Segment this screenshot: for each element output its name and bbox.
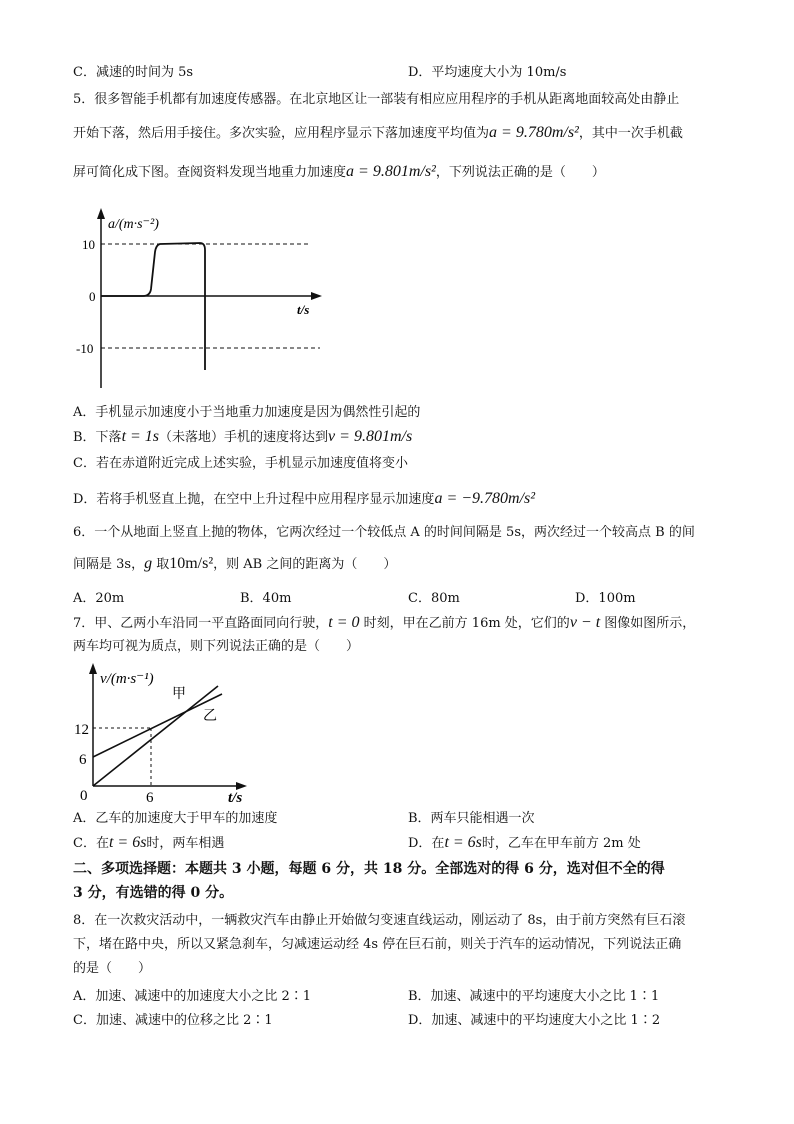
v-graph-x-arrow	[236, 782, 247, 790]
v-graph-y-arrow	[89, 663, 97, 674]
q7-stem-line2: 两车均可视为质点，则下列说法正确的是（ ）	[73, 639, 360, 654]
v-graph-y-label: v/(m·s⁻¹)	[100, 671, 154, 687]
q8-option-c: C．加速、减速中的位移之比 2∶1	[73, 1013, 273, 1028]
q7-option-b: B．两车只能相遇一次	[408, 811, 535, 826]
section2-heading-line2: 3 分，有选错的得 0 分。	[73, 885, 234, 901]
q4-option-c: C．减速的时间为 5s	[73, 65, 194, 80]
q5-option-c: C．若在赤道附近完成上述实验，手机显示加速度值将变小	[73, 456, 408, 471]
q6-option-c: C．80m	[408, 591, 460, 606]
q5-option-b: B．下落t = 1s（未落地）手机的速度将达到v = 9.801m/s	[73, 428, 413, 445]
q7-stem-line1: 7．甲、乙两小车沿同一平直路面同向行驶，t = 0 时刻，甲在乙前方 16m 处，它们的v − t 图像如图所示，	[73, 614, 696, 631]
q5-option-a: A．手机显示加速度小于当地重力加速度是因为偶然性引起的	[73, 405, 421, 420]
a-graph-x-label: t/s	[297, 302, 310, 317]
q5-stem-line3: 屏可简化成下图。查阅资料发现当地重力加速度a = 9.801m/s²，下列说法正确的是（ ）	[73, 163, 605, 180]
v-graph-tick-12: 12	[74, 722, 89, 738]
q6-option-a: A．20m	[73, 591, 125, 606]
a-graph-tick-10: 10	[82, 237, 95, 252]
q8-stem-line2: 下，堵在路中央，所以又紧急刹车，匀减速运动经 4s 停在巨石前，则关于汽车的运动情况，下列说法正确	[73, 937, 682, 952]
v-graph-tick-0: 0	[80, 788, 88, 804]
v-graph-label-jia: 甲	[172, 687, 186, 702]
v-graph-x-label: t/s	[228, 790, 243, 806]
q7-option-a: A．乙车的加速度大于甲车的加速度	[73, 811, 278, 826]
q5-option-d: D．若将手机竖直上抛，在空中上升过程中应用程序显示加速度a = −9.780m/s²	[73, 490, 536, 507]
v-graph-label-yi: 乙	[203, 709, 217, 724]
q7-option-d: D．在t = 6s时，乙车在甲车前方 2m 处	[408, 834, 641, 851]
q8-option-d: D．加速、减速中的平均速度大小之比 1∶2	[408, 1013, 661, 1028]
v-graph-line-jia	[93, 686, 218, 786]
q6-option-d: D．100m	[575, 591, 636, 606]
q6-stem-line1: 6．一个从地面上竖直上抛的物体，它两次经过一个较低点 A 的时间间隔是 5s，两次经过一个较高点 B 的间	[73, 525, 695, 540]
q6-stem-line2: 间隔是 3s，g 取10m/s²，则 AB 之间的距离为（ ）	[73, 555, 397, 572]
q8-stem-line1: 8．在一次救灾活动中，一辆救灾汽车由静止开始做匀变速直线运动，刚运动了 8s，由于前方突然有巨石滚	[73, 913, 686, 928]
q5-stem-line2: 开始下落，然后用手接住。多次实验，应用程序显示下落加速度平均值为a = 9.780m/s²，其中一次手机截	[73, 124, 683, 141]
v-graph-x-tick-6: 6	[146, 790, 154, 806]
q8-option-b: B．加速、减速中的平均速度大小之比 1∶1	[408, 989, 660, 1004]
q8-stem-line3: 的是（ ）	[73, 961, 152, 976]
q8-option-a: A．加速、减速中的加速度大小之比 2∶1	[73, 989, 312, 1004]
v-graph-tick-6: 6	[79, 752, 87, 768]
q6-option-b: B．40m	[240, 591, 292, 606]
v-graph-line-yi	[93, 694, 222, 757]
q7-option-c: C．在t = 6s时，两车相遇	[73, 834, 225, 851]
q5-stem-line1: 5．很多智能手机都有加速度传感器。在北京地区让一部装有相应应用程序的手机从距离地面较高处由静止	[73, 92, 680, 107]
q4-option-d: D．平均速度大小为 10m/s	[408, 65, 567, 80]
a-graph-y-label: a/(m·s⁻²)	[108, 217, 159, 232]
section2-heading-line1: 二、多项选择题：本题共 3 小题，每题 6 分，共 18 分。全部选对的得 6 分，选对但不全的得	[73, 861, 665, 877]
a-graph-tick-neg10: -10	[76, 341, 94, 356]
a-graph-tick-0: 0	[89, 289, 96, 304]
